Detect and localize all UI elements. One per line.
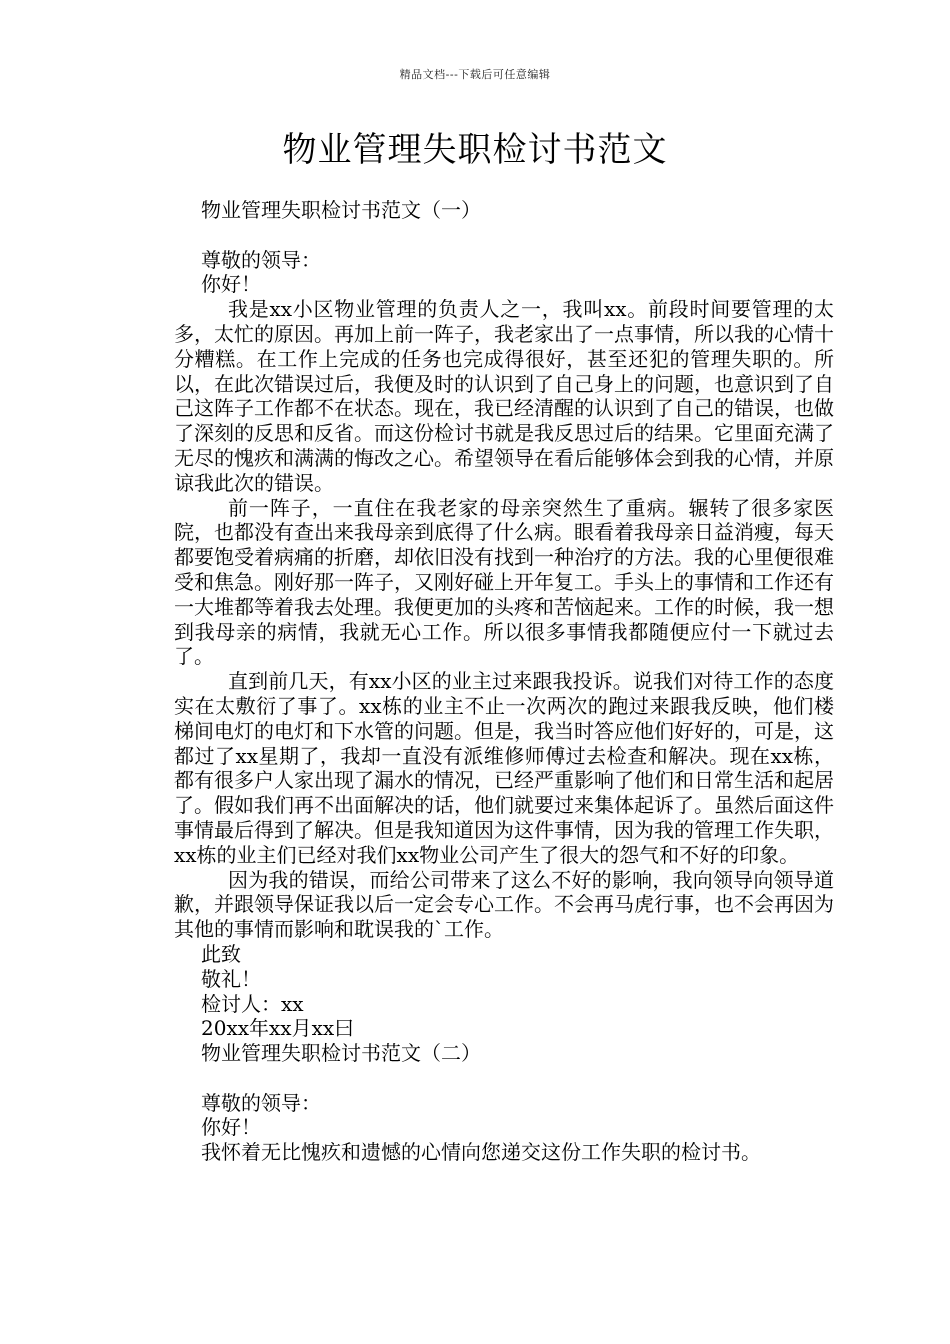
date-line: 20xx年xx月xx曰: [201, 1016, 355, 1041]
section-heading-1: 物业管理失职检讨书范文（一）: [201, 198, 481, 222]
paragraph: 因为我的错误，而给公司带来了这么不好的影响，我向领导向领导道歉，并跟领导保证我以后一定会专心工作。不会再马虎行事，也不会再因为其他的事情而影响和耽误我的`工作。: [174, 867, 834, 942]
blank-line: [174, 1066, 834, 1091]
greeting: 你好！: [201, 272, 261, 297]
blank-line: [174, 223, 834, 248]
document-body: [174, 198, 834, 1165]
salutation: 尊敬的领导：: [201, 247, 321, 272]
greeting: 你好！: [201, 1115, 261, 1140]
paragraph-first-line: 我怀着无比愧疚和遗憾的心情向您递交这份工作失职的检讨书。: [201, 1140, 761, 1165]
document-title: 物业管理失职检讨书范文: [282, 130, 668, 170]
closing-line: 敬礼！: [201, 966, 261, 991]
signature-line: 检讨人：xx: [201, 991, 304, 1016]
header-note: 精品文档---下载后可任意编辑: [399, 68, 551, 81]
closing-line: 此致: [201, 941, 241, 966]
salutation: 尊敬的领导：: [201, 1090, 321, 1115]
section-heading-2: 物业管理失职检讨书范文（二）: [201, 1041, 481, 1066]
paragraph: 直到前几天，有xx小区的业主过来跟我投诉。说我们对待工作的态度实在太敷衍了事了。xx栋的业主不止一次两次的跑过来跟我反映，他们楼梯间电灯的电灯和下水管的问题。但是，我当时答应他们好好的，可是，这都过了xx星期了，我却一直没有派维修师傅过去检查和解决。现在xx栋，都有很多户人家出现了漏水的情况，已经严重影响了他们和日常生活和起居了。假如我们再不出面解决的话，他们就要过来集体起诉了。虽然后面这件事情最后得到了解决。但是我知道因为这件事情，因为我的管理工作失职，xx栋的业主们已经对我们xx物业公司产生了很大的怨气和不好的印象。: [174, 669, 834, 867]
paragraph: 前一阵子，一直住在我老家的母亲突然生了重病。辗转了很多家医院，也都没有查出来我母亲到底得了什么病。眼看着我母亲日益消瘦，每天都要饱受着病痛的折磨，却依旧没有找到一种治疗的方法。我的心里便很难受和焦急。刚好那一阵子，又刚好碰上开年复工。手头上的事情和工作还有一大堆都等着我去处理。我便更加的头疼和苦恼起来。工作的时候，我一想到我母亲的病情，我就无心工作。所以很多事情我都随便应付一下就过去了。: [174, 495, 834, 669]
paragraph: 我是xx小区物业管理的负责人之一，我叫xx。前段时间要管理的太多，太忙的原因。再加上前一阵子，我老家出了一点事情，所以我的心情十分糟糕。在工作上完成的任务也完成得很好，甚至还犯的管理失职的。所以，在此次错误过后，我便及时的认识到了自己身上的问题，也意识到了自己这阵子工作都不在状态。现在，我已经清醒的认识到了自己的错误，也做了深刻的反思和反省。而这份检讨书就是我反思过后的结果。它里面充满了无尽的愧疚和满满的悔改之心。希望领导在看后能够体会到我的心情，并原谅我此次的错误。: [174, 297, 834, 495]
